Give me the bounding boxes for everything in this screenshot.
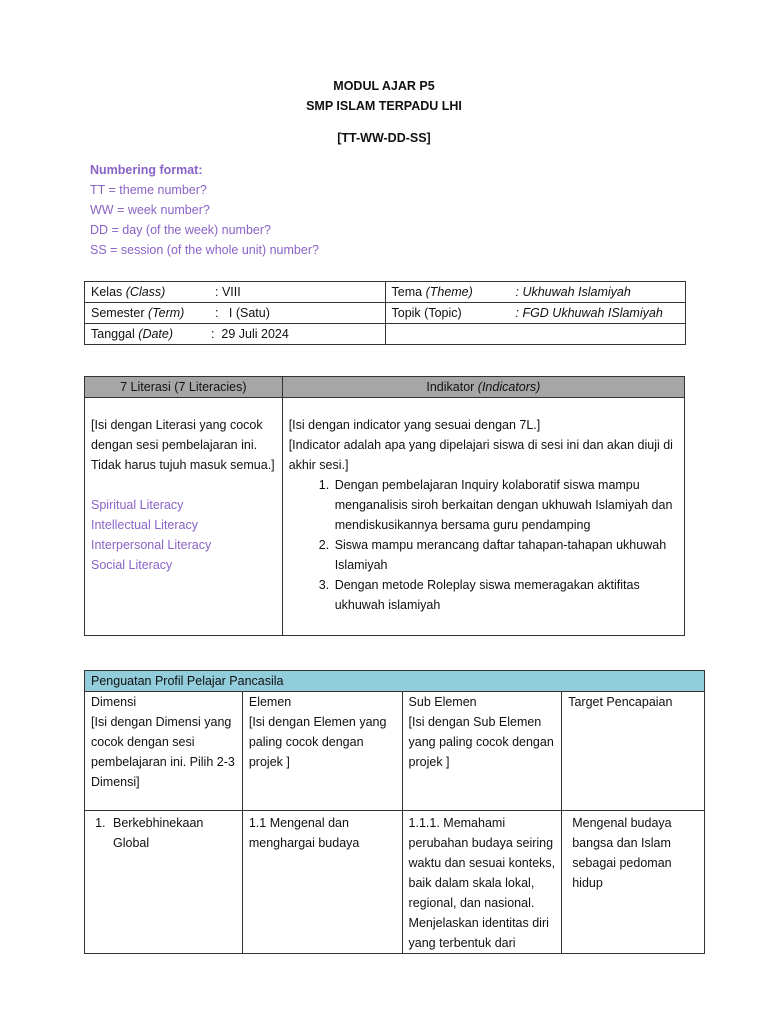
theme-label-en: (Theme) (425, 285, 473, 299)
literacy-table (84, 376, 685, 636)
class-cell (85, 282, 386, 303)
indicator-item: 1. Dengan pembelajaran Inquiry kolaboratif siswa mampu menganalisis siroh berkaitan dengan ukhuwah Islamiyah dan mendiskusikannya bersama guru pendamping (333, 475, 678, 535)
sub-element-value: 1.1.1. Memahami perubahan budaya seiring waktu dan sesuai konteks, baik dalam skala lokal, regional, dan nasional. Menjelaskan identitas diri yang terbentuk dari (402, 811, 562, 954)
date-value: : 29 Juli 2024 (211, 327, 289, 341)
indicator-header (282, 377, 684, 398)
school-name: SMP ISLAM TERPADU LHI (306, 99, 462, 113)
topic-cell (385, 303, 686, 324)
numbering-item: DD = day (of the week) number? (90, 223, 271, 237)
indicator-item: 3. Dengan metode Roleplay siswa memeragakan aktifitas ukhuwah islamiyah (333, 575, 678, 615)
dimension-list (91, 813, 236, 853)
indicator-header-en: (Indicators) (477, 380, 541, 394)
numbering-title: Numbering format: (90, 163, 203, 177)
document-header (0, 76, 768, 116)
element-value: 1.1 Mengenal dan menghargai budaya (242, 811, 402, 954)
term-value: : I (Satu) (215, 306, 270, 320)
target-value: Mengenal budaya bangsa dan Islam sebagai pedoman hidup (562, 811, 705, 954)
pancasila-profile-table (84, 670, 705, 954)
sub-element-header: Sub Elemen (408, 695, 477, 709)
numbering-item: TT = theme number? (90, 183, 207, 197)
numbering-item: SS = session (of the whole unit) number? (90, 243, 319, 257)
pancasila-profile-title: Penguatan Profil Pelajar Pancasila (85, 671, 705, 692)
numbering-item: WW = week number? (90, 203, 210, 217)
theme-label: Tema (391, 285, 423, 299)
module-code: [TT-WW-DD-SS] (337, 131, 431, 145)
sub-element-instruction: [Isi dengan Sub Elemen yang paling cocok dengan projek ] (408, 715, 554, 769)
dimension-item: 1. Berkebhinekaan Global (109, 813, 236, 853)
indicator-list (289, 475, 678, 615)
theme-value: : Ukhuwah Islamiyah (515, 285, 631, 299)
element-header: Elemen (248, 695, 292, 709)
literacy-instruction: [Isi dengan Literasi yang cocok dengan sesi pembelajaran ini. Tidak harus tujuh masuk semua.] (91, 418, 275, 472)
term-label-en: (Term) (147, 306, 185, 320)
date-cell (85, 324, 386, 345)
topic-label: Topik (391, 306, 421, 320)
class-value: : VIII (215, 285, 241, 299)
topic-value: : FGD Ukhuwah ISlamiyah (515, 306, 663, 320)
indicator-instruction: [Isi dengan indicator yang sesuai dengan 7L.] (288, 418, 541, 432)
indicator-header-main: Indikator (426, 380, 475, 394)
class-label-en: (Class) (125, 285, 166, 299)
empty-cell (385, 324, 686, 345)
literacy-header: 7 Literasi (7 Literacies) (85, 377, 283, 398)
element-instruction: [Isi dengan Elemen yang paling cocok dengan projek ] (248, 715, 387, 769)
theme-cell (385, 282, 686, 303)
term-cell (85, 303, 386, 324)
indicator-cell (282, 398, 684, 636)
literacy-cell (85, 398, 283, 636)
target-header: Target Pencapaian (568, 695, 673, 709)
literacy-item: Social Literacy (91, 558, 173, 572)
target-column (562, 692, 705, 811)
dimension-header: Dimensi (91, 695, 137, 709)
module-title: MODUL AJAR P5 (333, 79, 435, 93)
indicator-instruction: [Indicator adalah apa yang dipelajari siswa di sesi ini dan akan diuji di akhir sesi.] (288, 438, 673, 472)
class-label: Kelas (91, 285, 123, 299)
date-label: Tanggal (91, 327, 135, 341)
element-column (242, 692, 402, 811)
class-info-table (84, 281, 686, 345)
sub-element-column (402, 692, 562, 811)
date-label-en: (Date) (138, 327, 174, 341)
literacy-item: Spiritual Literacy (91, 498, 184, 512)
dimension-value-cell (85, 811, 243, 954)
literacy-item: Intellectual Literacy (91, 518, 199, 532)
topic-label-en: (Topic) (424, 306, 462, 320)
dimension-column (85, 692, 243, 811)
literacy-item: Interpersonal Literacy (91, 538, 212, 552)
numbering-format (90, 160, 319, 260)
dimension-instruction: [Isi dengan Dimensi yang cocok dengan sesi pembelajaran ini. Pilih 2-3 Dimensi] (91, 715, 235, 789)
indicator-item: 2. Siswa mampu merancang daftar tahapan-tahapan ukhuwah Islamiyah (333, 535, 678, 575)
term-label: Semester (91, 306, 145, 320)
